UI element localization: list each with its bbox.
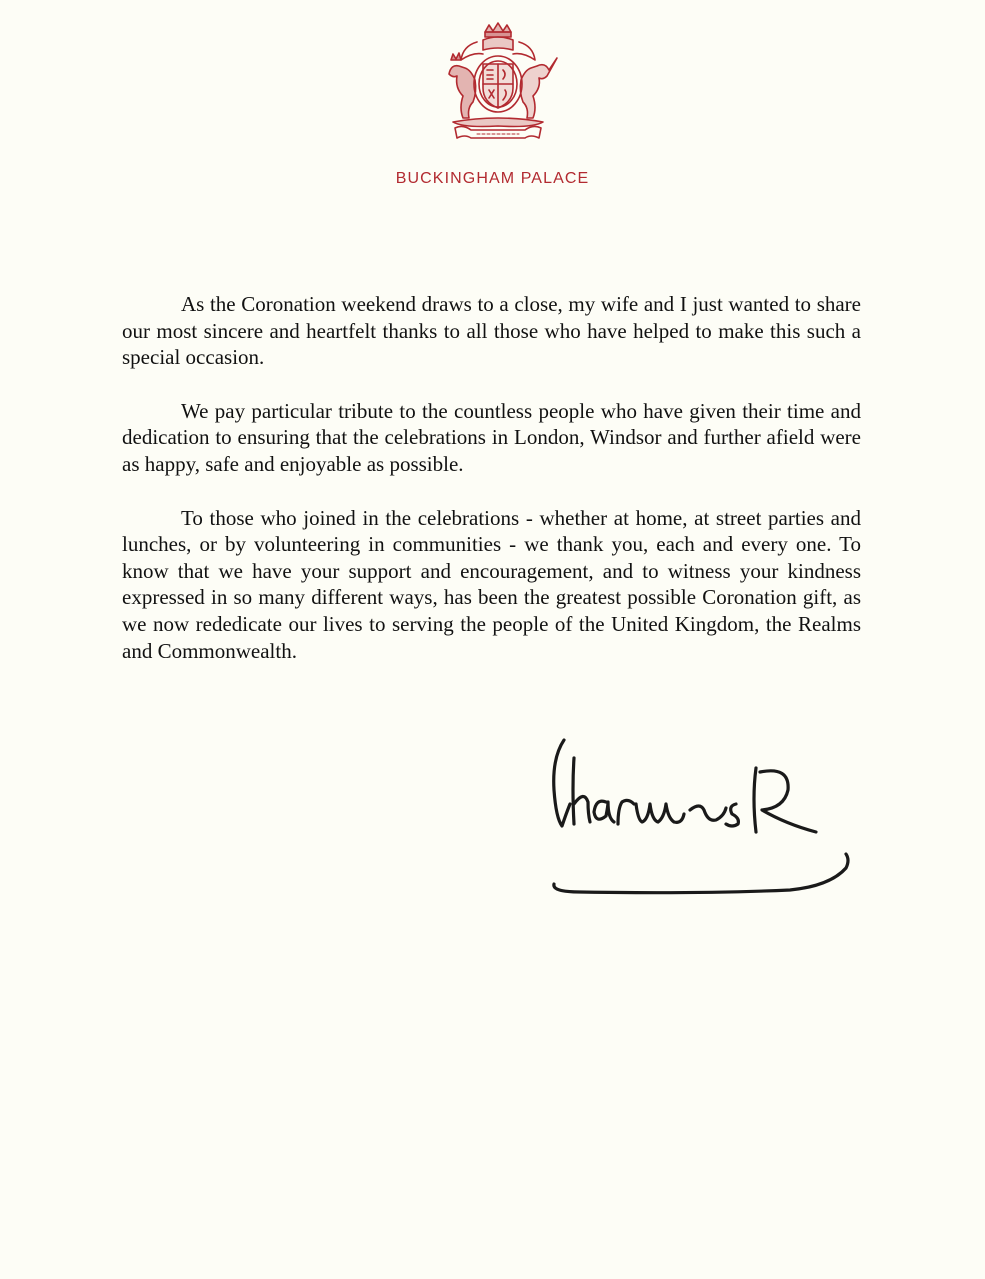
royal-coat-of-arms-icon <box>433 22 563 144</box>
letterhead-address: BUCKINGHAM PALACE <box>395 170 590 187</box>
letter-body <box>122 291 861 691</box>
handwritten-signature-icon <box>540 728 860 908</box>
letter-paragraph-3: To those who joined in the celebrations - whether at home, at street parties and lunches, or by volunteering in communities - we thank you, each and every one. To know that we have your support and encouragement, and to witness your kindness expressed in so many different ways, has been the greatest possible Coronation gift, as we now rededicate our lives to serving the people of the United Kingdom, the Realms and Commonwealth. <box>122 505 861 663</box>
letterhead <box>0 0 985 200</box>
letter-paragraph-2: We pay particular tribute to the countless people who have given their time and dedication to ensuring that the celebrations in London, Windsor and further afield were as happy, safe and enjoyable as possible. <box>122 398 861 476</box>
letter-paragraph-1: As the Coronation weekend draws to a close, my wife and I just wanted to share our most sincere and heartfelt thanks to all those who have helped to make this such a special occasion. <box>122 292 861 370</box>
